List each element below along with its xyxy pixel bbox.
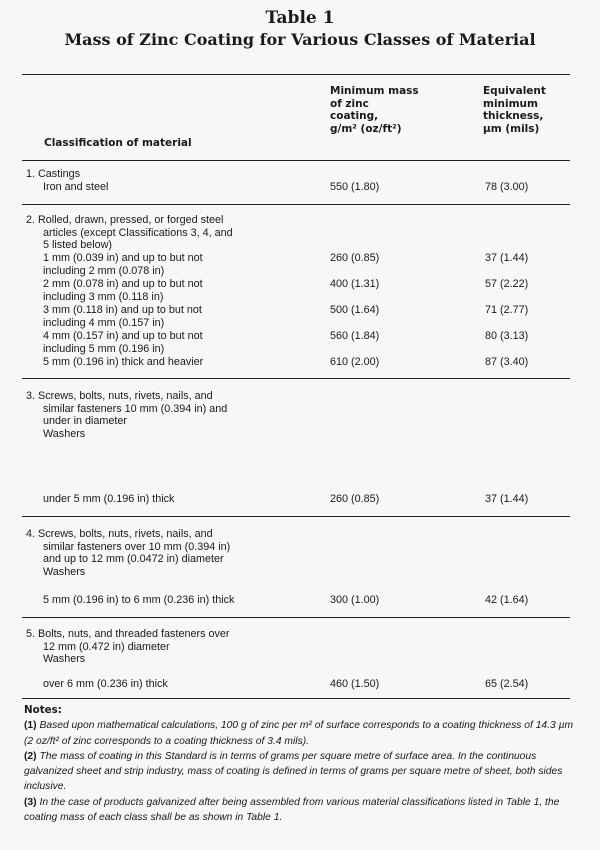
section-heading-line: articles (except Classifications 3, 4, and bbox=[43, 226, 233, 239]
section-2-heading bbox=[26, 214, 311, 252]
section-5-row-1 bbox=[26, 678, 328, 691]
section-rule bbox=[22, 204, 570, 205]
thickness-value: 65 (2.54) bbox=[485, 678, 529, 690]
mass-value: 400 (1.31) bbox=[330, 278, 380, 290]
section-2-row-2 bbox=[26, 278, 328, 303]
section-5-heading bbox=[26, 628, 311, 666]
top-rule bbox=[22, 74, 570, 75]
note-number: (2) bbox=[24, 750, 37, 762]
note-text: Based upon mathematical calculations, 100 g of zinc per m² of surface corresponds to a coating thickness of 14.3 µm (2 oz/ft² of zinc corresponds to a coating thickness of 3.4 mils). bbox=[24, 720, 574, 747]
section-4-heading bbox=[26, 528, 311, 579]
notes bbox=[24, 703, 574, 825]
section-heading-line: 4. Screws, bolts, nuts, rivets, nails, and bbox=[26, 528, 213, 540]
row-label-line: including 2 mm (0.078 in) bbox=[43, 264, 165, 277]
section-rule bbox=[22, 378, 570, 379]
row-label-line: 2 mm (0.078 in) and up to but not bbox=[43, 278, 203, 290]
section-heading-line: 5 listed below) bbox=[43, 239, 113, 252]
table-title: Table 1 bbox=[265, 8, 335, 28]
row-label-line: including 4 mm (0.157 in) bbox=[43, 316, 165, 329]
note-3 bbox=[24, 795, 574, 826]
header-thickness-line: Equivalent bbox=[483, 85, 546, 97]
row-label-line: including 5 mm (0.196 in) bbox=[43, 342, 165, 355]
header-mass bbox=[330, 85, 440, 135]
section-heading-line: 5. Bolts, nuts, and threaded fasteners over bbox=[26, 628, 230, 640]
section-heading-line: 12 mm (0.472 in) diameter bbox=[43, 640, 170, 653]
mass-value: 610 (2.00) bbox=[330, 356, 380, 368]
thickness-value: 42 (1.64) bbox=[485, 594, 529, 606]
mass-value: 260 (0.85) bbox=[330, 252, 380, 264]
header-mass-line: g/m² (oz/ft²) bbox=[330, 122, 402, 135]
section-rule bbox=[22, 617, 570, 618]
section-1-row-1 bbox=[26, 181, 328, 194]
section-3-row-1 bbox=[26, 493, 328, 506]
thickness-value: 80 (3.13) bbox=[485, 330, 529, 342]
mass-value: 560 (1.84) bbox=[330, 330, 380, 342]
header-mass-line: coating, bbox=[330, 110, 379, 122]
row-label-line: 4 mm (0.157 in) and up to but not bbox=[43, 330, 203, 342]
section-2-row-3 bbox=[26, 304, 328, 329]
note-1 bbox=[24, 718, 574, 749]
mass-value: 460 (1.50) bbox=[330, 678, 380, 690]
thickness-value: 71 (2.77) bbox=[485, 304, 529, 316]
row-label-line: 5 mm (0.196 in) thick and heavier bbox=[43, 356, 204, 368]
note-number: (3) bbox=[24, 796, 37, 808]
section-heading-line: similar fasteners 10 mm (0.394 in) and bbox=[43, 402, 228, 415]
section-heading-line: similar fasteners over 10 mm (0.394 in) bbox=[43, 540, 231, 553]
note-text: In the case of products galvanized after being assembled from various material classifications listed in Table 1, the coating mass of each class shall be as shown in Table 1. bbox=[24, 796, 560, 824]
section-heading-line: and up to 12 mm (0.0472 in) diameter bbox=[43, 553, 224, 566]
header-mass-line: Minimum mass bbox=[330, 85, 419, 97]
note-text: The mass of coating in this Standard is in terms of grams per square metre of surface area. In the continuous galvanized sheet and strip industry, mass of coating is defined in terms of grams per square metre of sheet, both sides inclusive. bbox=[24, 750, 563, 793]
section-1-heading bbox=[26, 168, 311, 181]
row-label-line: 5 mm (0.196 in) to 6 mm (0.236 in) thick bbox=[43, 594, 235, 606]
section-2-row-5 bbox=[26, 356, 328, 369]
section-heading-line: Washers bbox=[43, 653, 86, 666]
section-2-row-4 bbox=[26, 330, 328, 355]
thickness-value: 37 (1.44) bbox=[485, 493, 529, 505]
section-rule bbox=[22, 516, 570, 517]
section-heading-line: Washers bbox=[43, 566, 86, 579]
thickness-value: 57 (2.22) bbox=[485, 278, 529, 290]
thickness-value: 78 (3.00) bbox=[485, 181, 529, 193]
header-thickness bbox=[483, 85, 573, 135]
section-heading-line: 2. Rolled, drawn, pressed, or forged steel bbox=[26, 214, 224, 226]
section-heading-line: 1. Castings bbox=[26, 168, 81, 180]
section-3-heading bbox=[26, 390, 311, 441]
note-number: (1) bbox=[24, 720, 37, 732]
mass-value: 260 (0.85) bbox=[330, 493, 380, 505]
bottom-rule bbox=[22, 698, 570, 699]
header-rule bbox=[22, 160, 570, 161]
note-2 bbox=[24, 749, 574, 795]
section-heading-line: Washers bbox=[43, 428, 86, 441]
row-label-line: Iron and steel bbox=[43, 181, 109, 193]
thickness-value: 37 (1.44) bbox=[485, 252, 529, 264]
header-mass-line: of zinc bbox=[330, 97, 369, 110]
mass-value: 550 (1.80) bbox=[330, 181, 380, 193]
row-label-line: over 6 mm (0.236 in) thick bbox=[43, 678, 168, 690]
notes-heading: Notes: bbox=[24, 704, 62, 716]
section-heading-line: under in diameter bbox=[43, 415, 128, 428]
section-2-row-1 bbox=[26, 252, 328, 277]
table-subtitle: Mass of Zinc Coating for Various Classes of Material bbox=[64, 30, 536, 49]
mass-value: 500 (1.64) bbox=[330, 304, 380, 316]
row-label-line: 3 mm (0.118 in) and up to but not bbox=[43, 304, 202, 316]
section-heading-line: 3. Screws, bolts, nuts, rivets, nails, and bbox=[26, 390, 213, 402]
mass-value: 300 (1.00) bbox=[330, 594, 380, 606]
section-4-row-1 bbox=[26, 594, 328, 607]
header-thickness-line: minimum bbox=[483, 97, 538, 110]
thickness-value: 87 (3.40) bbox=[485, 356, 529, 368]
header-thickness-line: thickness, bbox=[483, 110, 544, 122]
header-classification: Classification of material bbox=[44, 137, 192, 149]
row-label-line: under 5 mm (0.196 in) thick bbox=[43, 493, 175, 505]
header-thickness-line: µm (mils) bbox=[483, 122, 540, 135]
row-label-line: 1 mm (0.039 in) and up to but not bbox=[43, 252, 203, 264]
row-label-line: including 3 mm (0.118 in) bbox=[43, 290, 164, 303]
